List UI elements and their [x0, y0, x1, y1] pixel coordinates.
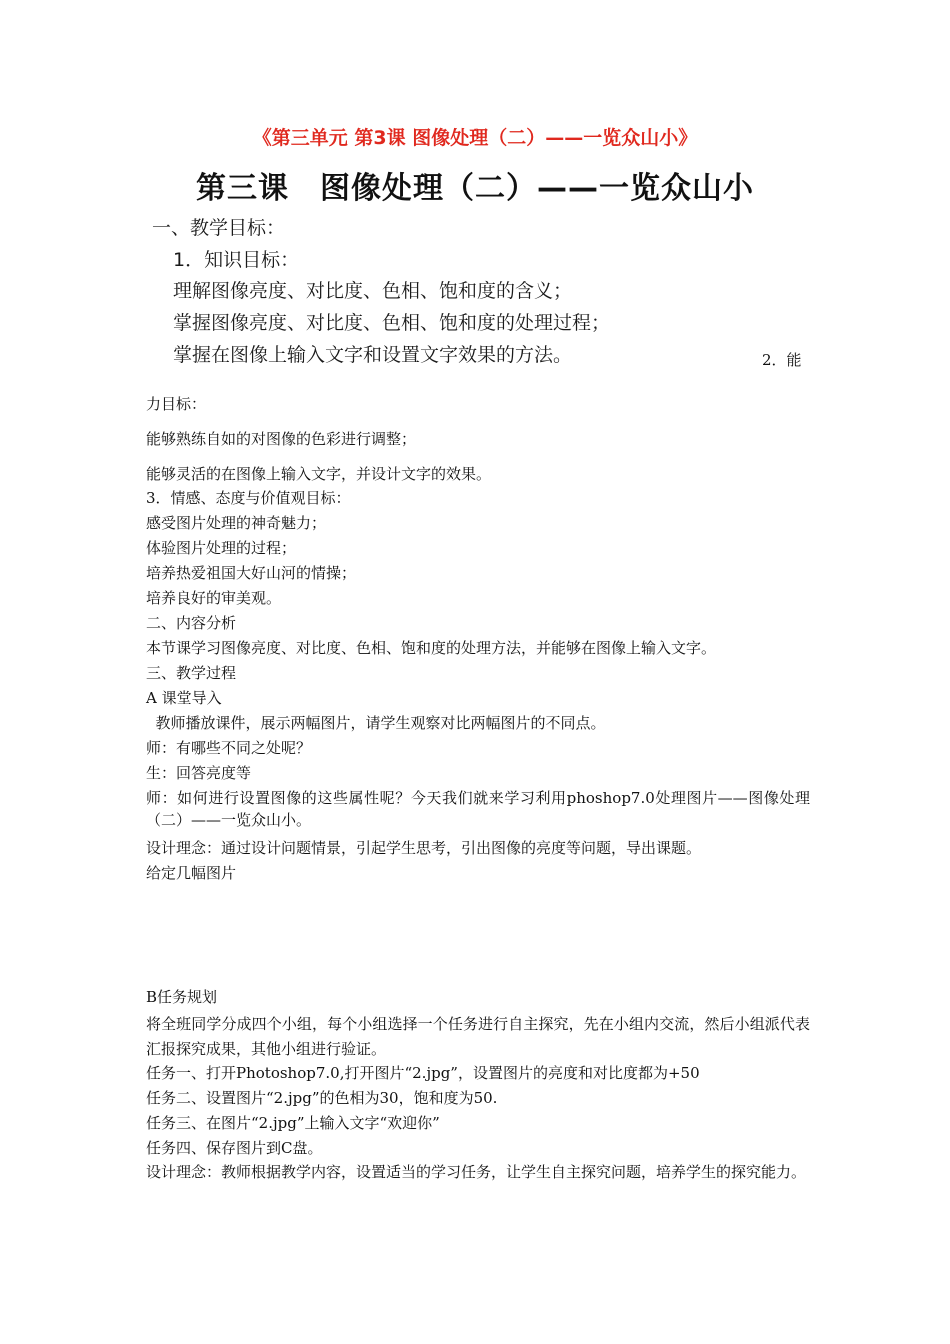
paragraph: 本节课学习图像亮度、对比度、色相、饱和度的处理方法，并能够在图像上输入文字。 — [146, 639, 717, 657]
lesson-title: 第三课 图像处理（二）——一览众山小 — [196, 171, 754, 206]
paragraph: 培养良好的审美观。 — [146, 589, 282, 607]
paragraph: 任务四、保存图片到C盘。 — [146, 1139, 323, 1157]
paragraph: 能够灵活的在图像上输入文字，并设计文字的效果。 — [146, 465, 492, 483]
objective-line: 掌握在图像上输入文字和设置文字效果的方法。 — [173, 344, 573, 366]
subsection-heading: A 课堂导入 — [146, 689, 222, 707]
paragraph: 师：有哪些不同之处呢？ — [146, 739, 312, 757]
objective-line: 理解图像亮度、对比度、色相、饱和度的含义； — [173, 280, 573, 302]
paragraph: 将全班同学分成四个小组，每个小组选择一个任务进行自主探究，先在小组内交流，然后小组派代表汇报探究成果，其他小组进行验证。 — [146, 1015, 810, 1058]
paragraph: 任务二、设置图片“2.jpg”的色相为30，饱和度为50. — [146, 1089, 498, 1107]
paragraph: 师：如何进行设置图像的这些属性呢？今天我们就来学习利用phoshop7.0处理图片——图像处理（二）——一览众山小。 — [146, 789, 810, 829]
paragraph: 感受图片处理的神奇魅力； — [146, 514, 327, 532]
objective-line: 掌握图像亮度、对比度、色相、饱和度的处理过程； — [173, 312, 611, 334]
paragraph: 培养热爱祖国大好山河的情操； — [146, 564, 357, 582]
paragraph: 任务三、在图片“2.jpg”上输入文字“欢迎你” — [146, 1114, 440, 1132]
paragraph: 生：回答亮度等 — [146, 764, 252, 782]
paragraph: 体验图片处理的过程； — [146, 539, 297, 557]
objectives-heading: 一、教学目标： — [152, 217, 286, 239]
knowledge-objectives-heading: 1．知识目标： — [173, 249, 300, 271]
paragraph: 设计理念：教师根据教学内容，设置适当的学习任务，让学生自主探究问题，培养学生的探究能力。 — [146, 1163, 807, 1181]
paragraph: 给定几幅图片 — [146, 864, 237, 882]
ability-number-fragment: 2．能 — [762, 351, 802, 369]
document-red-title: 《第三单元 第3课 图像处理（二）——一览众山小》 — [252, 127, 698, 149]
paragraph: 3．情感、态度与价值观目标： — [146, 489, 351, 507]
paragraph: 能够熟练自如的对图像的色彩进行调整； — [146, 430, 417, 448]
paragraph: 任务一、打开Photoshop7.0,打开图片“2.jpg”，设置图片的亮度和对比度都为+50 — [146, 1064, 700, 1082]
paragraph: 力目标： — [146, 395, 207, 413]
paragraph: 设计理念：通过设计问题情景，引起学生思考，引出图像的亮度等问题，导出课题。 — [146, 839, 702, 857]
subsection-heading: B任务规划 — [146, 988, 218, 1006]
section-heading: 二、内容分析 — [146, 614, 237, 632]
section-heading: 三、教学过程 — [146, 664, 237, 682]
paragraph: 教师播放课件，展示两幅图片，请学生观察对比两幅图片的不同点。 — [146, 714, 606, 732]
